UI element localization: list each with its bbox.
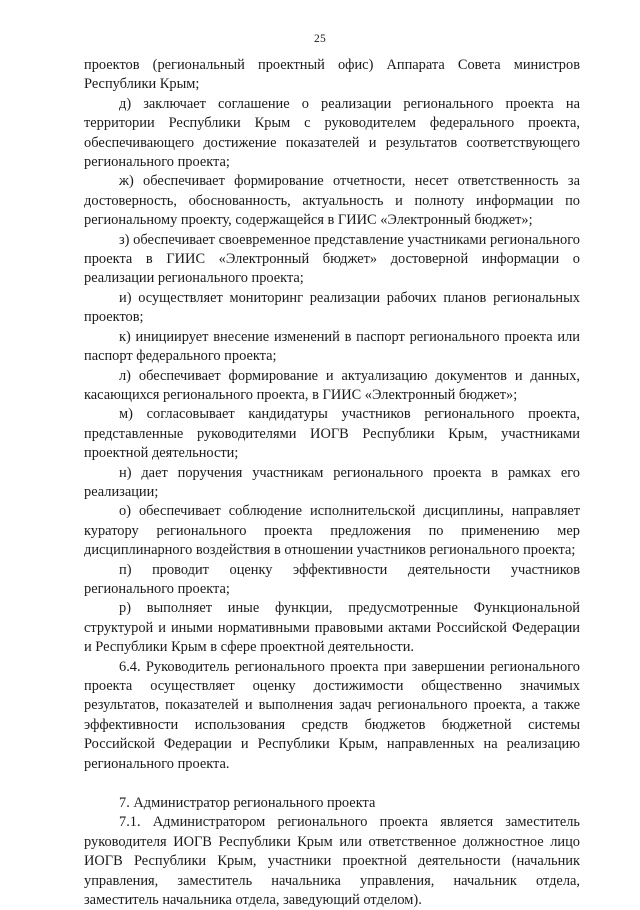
page-number: 25 bbox=[313, 33, 327, 45]
list-item-k: к) инициирует внесение изменений в паспорт регионального проекта или паспорт федерального проекта; bbox=[84, 328, 580, 365]
list-item-r: р) выполняет иные функции, предусмотренные Функциональной структурой и иными нормативными правовыми актами Российской Федерации и Республики Крым в сфере проектной деятельности. bbox=[84, 600, 580, 656]
clause-7-1: 7.1. Администратором регионального проекта является заместитель руководителя ИОГВ Республики Крым или ответственное должностное лицо ИОГВ Республики Крым, участники проектной деятельности (начальник управления, заместитель начальника управления, начальник отдела, заместитель начальника отдела, заведующий отделом). bbox=[84, 814, 580, 909]
list-item-z: з) обеспечивает своевременное представление участниками регионального проекта в ГИИС «Электронный бюджет» достоверной информации о реализации регионального проекта; bbox=[84, 231, 580, 287]
list-item-d: д) заключает соглашение о реализации регионального проекта на территории Республики Крым с руководителем федерального проекта, обеспечивающего достижение показателей и результатов соответствующего регионального проекта; bbox=[84, 95, 580, 171]
paragraph-continuation: проектов (региональный проектный офис) Аппарата Совета министров Республики Крым; bbox=[84, 57, 580, 93]
section-heading-7: 7. Администратор регионального проекта bbox=[119, 795, 376, 812]
list-item-zh: ж) обеспечивает формирование отчетности, несет ответственность за достоверность, обоснованность, актуальность и полноту информации по региональному проекту, содержащейся в ГИИС «Электронный бюджет»; bbox=[84, 173, 580, 229]
list-item-l: л) обеспечивает формирование и актуализацию документов и данных, касающихся регионального проекта, в ГИИС «Электронный бюджет»; bbox=[84, 367, 580, 403]
list-item-p: п) проводит оценку эффективности деятельности участников регионального проекта; bbox=[84, 561, 580, 597]
list-item-m: м) согласовывает кандидатуры участников регионального проекта, представленные руководителями ИОГВ Республики Крым, участниками проектной деятельности; bbox=[84, 406, 580, 462]
list-item-n: н) дает поручения участникам регионального проекта в рамках его реализации; bbox=[84, 464, 580, 500]
clause-6-4: 6.4. Руководитель регионального проекта при завершении регионального проекта осуществляет оценку достижимости общественно значимых результатов, показателей и выполнения задач регионального проекта, а также эффективности использования средств бюджетов бюджетной системы Российской Федерации и Республики Крым, направленных на реализацию регионального проекта. bbox=[84, 658, 580, 772]
list-item-i: и) осуществляет мониторинг реализации рабочих планов региональных проектов; bbox=[84, 289, 580, 326]
document-body bbox=[84, 56, 580, 910]
list-item-o: о) обеспечивает соблюдение исполнительской дисциплины, направляет куратору регионального проекта предложения по применению мер дисциплинарного воздействия в отношении участников регионального проекта; bbox=[84, 503, 580, 559]
